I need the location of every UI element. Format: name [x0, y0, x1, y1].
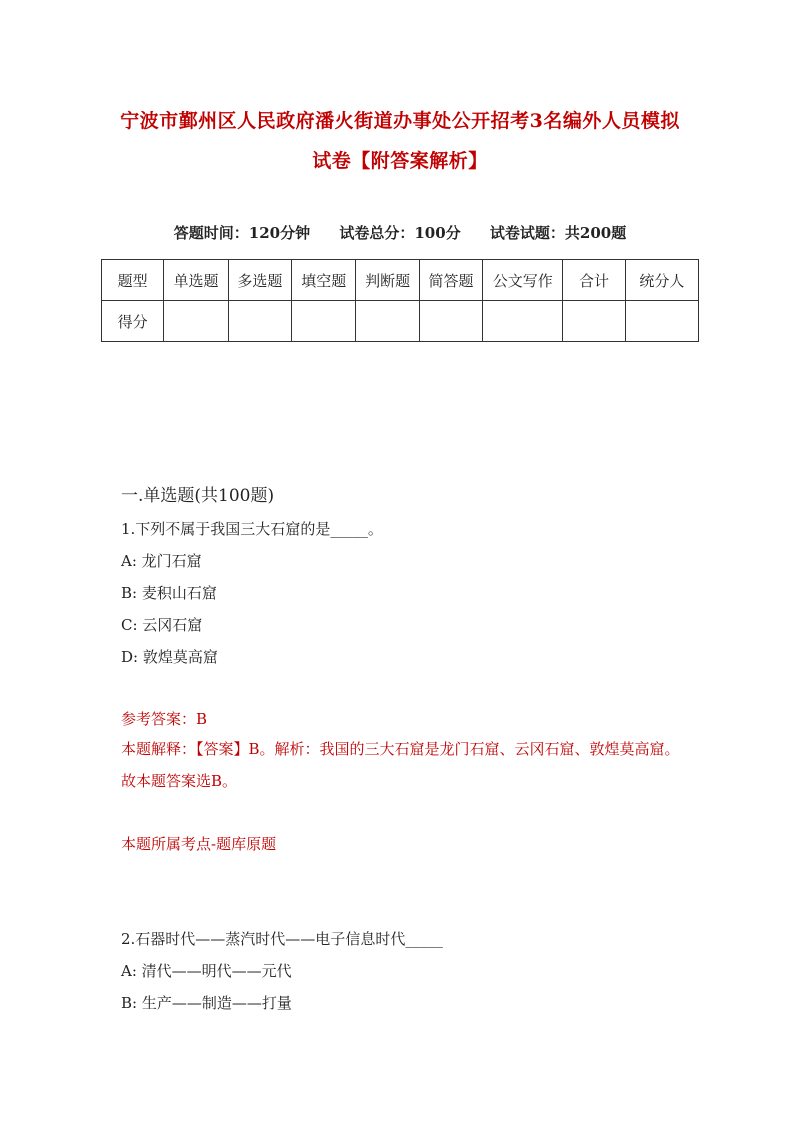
exam-count: 试卷试题：共200题 — [489, 224, 627, 242]
header-cell: 统分人 — [625, 260, 698, 301]
question-1-option-d: D: 敦煌莫高窟 — [121, 648, 218, 666]
header-cell: 题型 — [102, 260, 164, 301]
score-cell — [483, 301, 563, 342]
header-cell: 公文写作 — [483, 260, 563, 301]
score-row — [102, 301, 699, 342]
question-2-stem: 2.石器时代——蒸汽时代——电子信息时代_____ — [121, 930, 443, 948]
header-cell: 填空题 — [292, 260, 356, 301]
question-1-option-c: C: 云冈石窟 — [121, 616, 203, 634]
question-2-option-a: A: 清代——明代——元代 — [121, 962, 292, 980]
question-1-option-b: B: 麦积山石窟 — [121, 584, 217, 602]
score-table — [101, 259, 699, 342]
score-cell — [563, 301, 625, 342]
score-cell — [292, 301, 356, 342]
question-1-explanation: 本题解释：【答案】B。解析：我国的三大石窟是龙门石窟、云冈石窟、敦煌莫高窟。故本题答案选B。 — [121, 740, 680, 790]
score-cell — [356, 301, 419, 342]
score-header-row — [102, 260, 699, 301]
header-cell: 合计 — [563, 260, 625, 301]
exam-meta — [0, 222, 800, 243]
doc-title-line1: 宁波市鄞州区人民政府潘火街道办事处公开招考3名编外人员模拟 — [120, 110, 680, 132]
exam-total: 试卷总分：100分 — [339, 224, 461, 242]
score-cell — [164, 301, 228, 342]
header-cell: 单选题 — [164, 260, 228, 301]
row-label: 得分 — [102, 301, 164, 342]
question-1-option-a: A: 龙门石窟 — [121, 552, 202, 570]
section-title: 一.单选题(共100题) — [121, 486, 275, 506]
question-1-source: 本题所属考点-题库原题 — [121, 835, 277, 853]
score-cell — [625, 301, 698, 342]
exam-time: 答题时间：120分钟 — [173, 224, 311, 242]
question-1-answer: 参考答案：B — [121, 710, 208, 728]
score-cell — [228, 301, 291, 342]
question-2-option-b: B: 生产——制造——打量 — [121, 994, 292, 1012]
question-1-stem: 1.下列不属于我国三大石窟的是_____。 — [121, 520, 383, 538]
score-cell — [419, 301, 482, 342]
doc-title-line2: 试卷【附答案解析】 — [312, 150, 488, 172]
header-cell: 判断题 — [356, 260, 419, 301]
header-cell: 多选题 — [228, 260, 291, 301]
header-cell: 简答题 — [419, 260, 482, 301]
